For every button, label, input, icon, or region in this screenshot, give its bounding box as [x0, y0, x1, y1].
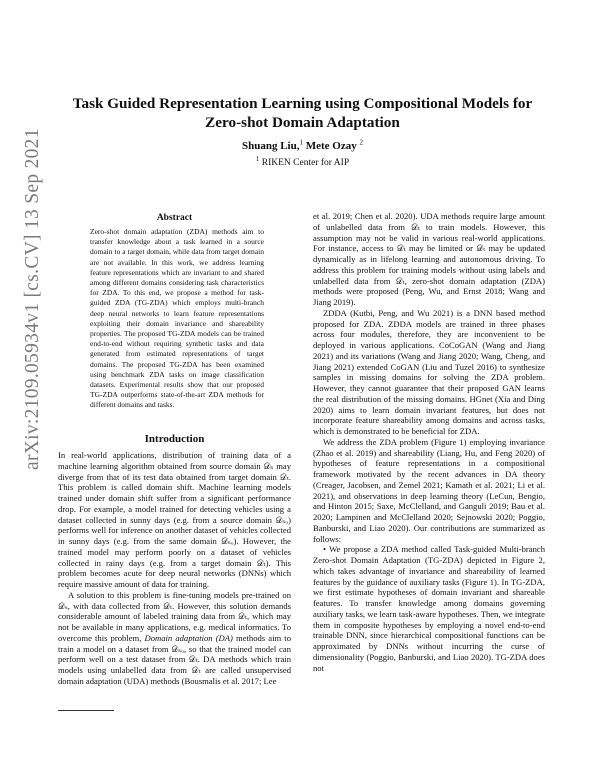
- left-column: [58, 450, 291, 687]
- author-1: Shuang Liu,: [242, 140, 300, 152]
- right-paragraph-3: We address the ZDA problem (Figure 1) employing invariance (Zhao et al. 2019) and shareability (Liang, Hu, and Feng 2020) of hypotheses of feature representations in a compositional framework motivated by the recent advances in DA theory (Creager, Jacobsen, and Zemel 2021; Kamath et al. 2021; Li et al. 2021), and observations in deep learning theory (LeCun, Bengio, and Hinton 2015; Saxe, McClelland, and Ganguli 2019; Bau et al. 2020; Lampinen and McClelland 2020; Sejnowski 2020; Poggio, Banburski, and Liao 2020). Our contributions are summarized as follows:: [313, 436, 545, 544]
- intro-paragraph-2-start: A solution to this problem is fine-tuning models pre-trained on 𝒟ₛ, with data collected from 𝒟ₜ. However, this solution demands considerable amount of labeled training data from 𝒟ₜ, which may not be available in many applications, e.g. medical informatics. To overcome this problem,: [58, 589, 291, 643]
- intro-paragraph-2-end: methods aim to train a model on a dataset from 𝒟ₛᵤ, so that the trained model can perform well on a test dataset from 𝒟ₜ. DA methods which train models using unlabelled data from 𝒟ₜ are called unsupervised domain adaptation (UDA) methods (Bousmalis et al. 2017; Lee: [58, 632, 291, 686]
- author-2-affil-mark: 2: [359, 138, 363, 147]
- affiliation-mark: 1: [255, 154, 260, 163]
- right-paragraph-2: ZDDA (Kutbi, Peng, and Wu 2021) is a DNN based method proposed for ZDA. ZDDA models are trained in three phases across four modules, therefore, they are inconvenient to be deployed in various applications. CoCoGAN (Wang and Jiang 2021) and its variations (Wang and Jiang 2020; Wang, Cheng, and Jiang 2021) extended CoGAN (Liu and Tuzel 2016) to synthesize samples in missing domains for solving the ZDA problem. However, they cannot guarantee that their proposed GAN learns the real distribution of the missing domains. HGnet (Xia and Ding 2020) aims to learn domain invariant features, but does not incorporate feature shareability among domains and across tasks, which is demonstrated to be beneficial for ZDA.: [313, 307, 545, 436]
- affiliation-text: RIKEN Center for AIP: [261, 158, 350, 168]
- intro-paragraph-2: [58, 590, 291, 687]
- affiliation-line: [70, 154, 535, 168]
- footnote-rule: [58, 710, 114, 711]
- contribution-bullet-1: • We propose a ZDA method called Task-guided Multi-branch Zero-shot Domain Adaptation (TG-ZDA) depicted in Figure 2, which takes advantage of invariance and shareability of learned features by the guidance of auxiliary tasks (Figure 1). In TG-ZDA, we first estimate hypotheses of domain invariant and shareable features. To transfer knowledge among domains governing auxiliary tasks, we learn task-aware hypotheses. Then, we integrate them in composite hypotheses by employing a novel end-to-end trainable DNN, since hierarchical compositional functions can be approximated by DNNs without incurring the curse of dimensionality (Poggio, Banburski, and Liao 2020). TG-ZDA does not: [313, 544, 545, 673]
- right-column: [313, 211, 545, 673]
- introduction-heading: Introduction: [144, 433, 205, 445]
- arxiv-identifier-text: arXiv:2109.05934v1 [cs.CV] 13 Sep 2021: [22, 128, 43, 470]
- author-line: [70, 140, 535, 152]
- abstract-heading: Abstract: [156, 213, 193, 223]
- right-paragraph-1: et al. 2019; Chen et al. 2020). UDA methods require large amount of unlabelled data from 𝒟ₜ to train models. However, this assumption may not be valid in various real-world applications. For instance, access to 𝒟ₜ may be limited or 𝒟ₜ may be updated dynamically as in lifelong learning and autonomous driving. To address this problem for training models without using labels and unlabelled data from 𝒟ₜ, zero-shot domain adaptation (ZDA) methods were proposed (Peng, Wu, and Ernst 2018; Wang and Jiang 2019).: [313, 211, 545, 307]
- author-1-affil-mark: 1: [299, 138, 303, 147]
- domain-adaptation-term: Domain adaptation (DA): [144, 632, 233, 643]
- author-2: Mete Ozay: [305, 140, 357, 152]
- abstract-body: Zero-shot domain adaptation (ZDA) methods aim to transfer knowledge about a task learned in a source domain to a target domain, while data from target domain are not available. In this work, we address learning feature representations which are invariant to and shared among different domains considering task characteristics for ZDA. To this end, we propose a method for task-guided ZDA (TG-ZDA) which employs multi-branch deep neural networks to learn feature representations exploiting their domain invariance and shareability properties. The proposed TG-ZDA models can be trained end-to-end without requiring synthetic tasks and data generated from estimated representations of target domains. The proposed TG-ZDA has been examined using benchmark ZDA tasks on image classification datasets. Experimental results show that our proposed TG-ZDA outperforms state-of-the-art ZDA methods for different domains and tasks.: [90, 227, 264, 410]
- intro-paragraph-1: In real-world applications, distribution of training data of a machine learning algorithm obtained from source domain 𝒟ₛ may diverge from that of its test data obtained from target domain 𝒟ₜ. This problem is called domain shift. Machine learning models trained under domain shift suffer from a significant performance drop. For example, a model trained for detecting vehicles using a dataset collected in sunny days (e.g. from a source domain 𝒟ₛᵤ) performs well for inference on another dataset of vehicles collected in sunny days (e.g. from the same domain 𝒟ₛᵤ). However, the trained model may perform poorly on a dataset of vehicles collected in rainy days (e.g. from a target domain 𝒟ₜ). This problem becomes acute for deep neural networks (DNNs) which require massive amount of data for training.: [58, 450, 291, 589]
- paper-title: Task Guided Representation Learning using Compositional Models for Zero-shot Domain Adaptation: [72, 95, 533, 131]
